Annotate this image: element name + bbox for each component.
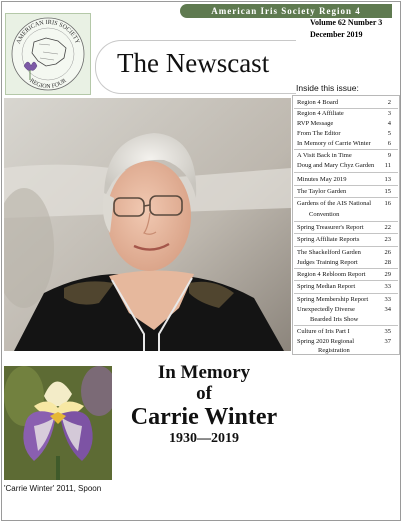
memorial-name: Carrie Winter xyxy=(130,404,278,430)
portrait-photo xyxy=(4,98,291,351)
toc-divider xyxy=(294,221,398,222)
volume-number: Volume 62 Number 3 xyxy=(310,18,383,27)
toc-divider xyxy=(294,233,398,234)
society-banner: American Iris Society Region 4 xyxy=(180,4,392,18)
toc-item-continued: Registration xyxy=(318,347,350,354)
iris-photo xyxy=(4,366,112,480)
toc-heading: Inside this issue: xyxy=(296,83,359,93)
memorial-line-1: In Memory xyxy=(157,362,251,383)
memorial-years: 1930—2019 xyxy=(169,431,239,446)
toc-divider xyxy=(294,246,398,247)
logo-ring-text-bottom: REGION FOUR xyxy=(28,77,68,91)
toc-divider xyxy=(294,293,398,294)
toc-divider xyxy=(294,172,398,173)
toc-divider xyxy=(294,268,398,269)
toc-divider xyxy=(294,280,398,281)
toc-item-continued: Convention xyxy=(309,211,340,218)
memorial-line-2: of xyxy=(196,383,212,404)
issue-info xyxy=(310,17,400,41)
toc-divider xyxy=(294,197,398,198)
logo-ring-text-top: AMERICAN IRIS SOCIETY xyxy=(15,18,81,45)
toc-item-continued: Bearded Iris Show xyxy=(310,316,359,323)
toc-divider xyxy=(294,149,398,150)
iris-illustration xyxy=(4,366,112,480)
toc-divider xyxy=(294,108,398,109)
toc-divider xyxy=(294,325,398,326)
issue-date: December 2019 xyxy=(310,30,363,39)
iris-caption: 'Carrie Winter' 2011, Spoon xyxy=(4,484,102,493)
newsletter-title: The Newscast xyxy=(117,48,270,78)
toc-divider xyxy=(294,185,398,186)
portrait-illustration xyxy=(4,98,291,351)
ais-region-4-logo xyxy=(6,14,90,94)
